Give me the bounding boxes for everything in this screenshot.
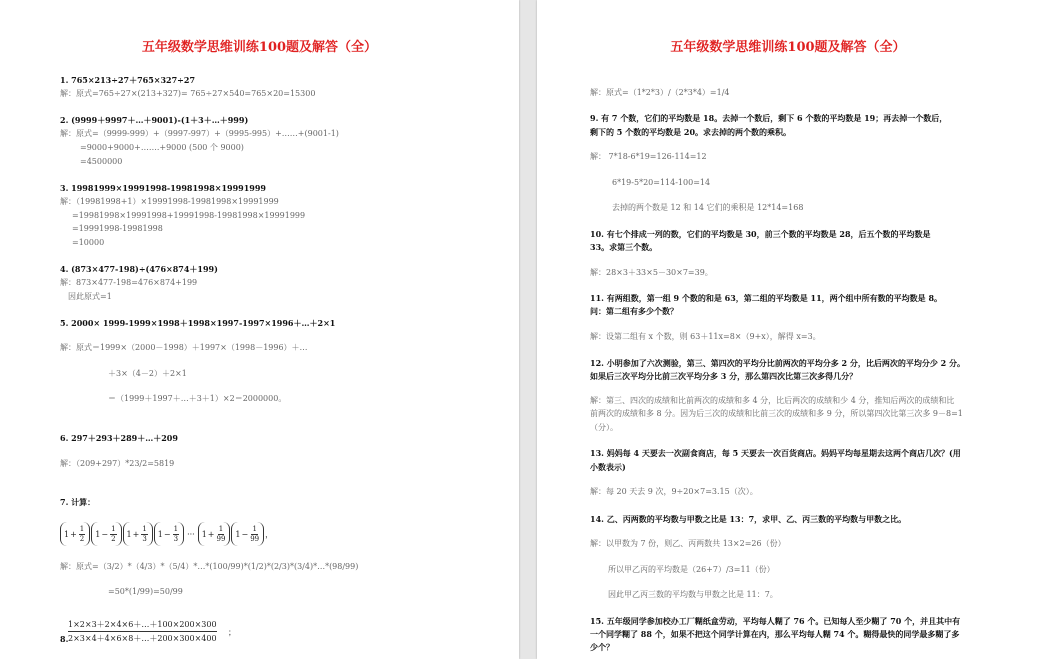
question-text: 小数表示) xyxy=(590,462,626,472)
fraction-numerator: 1 xyxy=(142,524,147,533)
fraction-numerator: 1 xyxy=(252,524,257,533)
fraction xyxy=(110,525,116,544)
fraction-denominator: 3 xyxy=(173,534,179,543)
answer-text: 解： 7*18-6*19=126-114=12 xyxy=(590,152,707,161)
answer-text: =19981998×19991998+19991998-19981998×19991999 xyxy=(72,211,306,220)
document-page-left xyxy=(0,0,519,659)
question-text: 12. 小明参加了六次测验，第三、第四次的平均分比前两次的平均分多 2 分，比后两次的平均分少 2 分。 xyxy=(590,358,965,368)
answer-text: 解：原式=（1*2*3）/（2*3*4）=1/4 xyxy=(590,88,730,97)
q8-fraction xyxy=(68,620,217,644)
fraction-numerator: 1 xyxy=(173,524,179,533)
sign: + xyxy=(132,529,140,539)
answer-text: 解：873×477-198=476×874+199 xyxy=(60,278,198,287)
answer-text: 因此原式=1 xyxy=(68,292,112,301)
page-title: 五年级数学思维训练100题及解答（全） xyxy=(141,40,378,55)
answer-text: 解：原式=（3/2）*（4/3）*（5/4）*…*(100/99)*(1/2)*(2/3)*(3/4)*…*(98/99) xyxy=(60,562,359,571)
fraction xyxy=(141,525,147,544)
answer-text: 6*19-5*20=114-100=14 xyxy=(612,178,711,187)
question-text: 10. 有七个排成一列的数，它们的平均数是 30，前三个数的平均数是 28，后五个数的平均数是 xyxy=(590,229,931,239)
fraction-denominator: 99 xyxy=(250,534,260,543)
question-text: 7. 计算： xyxy=(60,497,96,507)
question-text: 33。求第三个数。 xyxy=(590,242,658,252)
question-text: 1. 765×213÷27＋765×327÷27 xyxy=(60,75,196,85)
factor-paren: 1 − $\frac{1}{99}$ xyxy=(231,522,264,546)
answer-text: 解：（19981998+1）×19991998-19981998×19991999 xyxy=(60,197,279,206)
factor-paren: 1 + $\frac{1}{99}$ xyxy=(198,522,231,546)
question-text: 9. 有 7 个数，它们的平均数是 18。去掉一个数后，剩下 6 个数的平均数是 19；再去掉一个数后， xyxy=(590,113,948,123)
answer-text: 解：原式=（9999-999）+（9997-997）+（9995-995）+……+(9001-1) xyxy=(60,129,339,138)
fraction xyxy=(250,525,259,544)
answer-text: （分）。 xyxy=(590,423,618,432)
q8-end: ； xyxy=(228,628,236,637)
sign: + xyxy=(207,529,215,539)
question-text: 6. 297＋293＋289＋…＋209 xyxy=(60,433,178,443)
question-text: 5. 2000× 1999-1999×1998＋1998×1997-1997×1996＋…＋2×1 xyxy=(60,318,336,328)
question-text: 如果后三次平均分比前三次平均分多 3 分，那么第四次比第三次多得几分？ xyxy=(590,371,858,381)
question-text: 13. 妈妈每 4 天要去一次副食商店，每 5 天要去一次百货商店。妈妈平均每星期去这两个商店几次？(用 xyxy=(590,448,961,458)
fraction-denominator: 3 xyxy=(142,534,147,543)
q8-numerator: 1×2×3＋2×4×6＋…＋100×200×300 xyxy=(68,620,217,632)
question-text: 14. 乙、丙两数的平均数与甲数之比是 13：7，求甲、乙、丙三数的平均数与甲数之比。 xyxy=(590,514,907,524)
fraction xyxy=(173,525,179,544)
factor-paren: 1 + $\frac{1}{2}$ xyxy=(60,522,90,546)
answer-text: =10000 xyxy=(72,238,105,247)
answer-text: 因此甲乙丙三数的平均数与甲数之比是 11：7。 xyxy=(608,590,778,599)
question-text: 一个同学糊了 88 个，如果不把这个同学计算在内，那么平均每人糊 74 个。糊得最快的同学最多糊了多 xyxy=(590,629,960,639)
q8-denominator: 2×3×4＋4×6×8＋…＋200×300×400 xyxy=(68,634,217,643)
fraction-numerator: 1 xyxy=(79,524,85,533)
calc-expression xyxy=(60,522,273,546)
factor-paren: 1 + $\frac{1}{3}$ xyxy=(123,522,153,546)
answer-text: 前两次的成绩和多 8 分。因为后三次的成绩和比前三次的成绩和多 9 分，所以第四次比第三次多 9－8=1 xyxy=(590,409,963,418)
fraction-numerator: 1 xyxy=(111,524,116,533)
question-text: 11. 有两组数，第一组 9 个数的和是 63，第二组的平均数是 11，两个组中所有数的平均数是 8。 xyxy=(590,293,943,303)
fraction-denominator: 99 xyxy=(216,534,226,543)
answer-text: 解：每 20 天去 9 次，9÷20×7=3.15（次）。 xyxy=(590,487,758,496)
factor-paren: 1 − $\frac{1}{2}$ xyxy=(91,522,121,546)
answer-text: 解：以甲数为 7 份，则乙、丙两数共 13×2=26（份） xyxy=(590,539,786,548)
answer-text: 解：原式=765÷27×(213+327)= 765÷27×540=765×20=15300 xyxy=(60,89,316,98)
question-text: 2. (9999＋9997＋…＋9001)-(1＋3＋…＋999) xyxy=(60,115,249,125)
answer-text: ＋3×（4－2）＋2×1 xyxy=(108,369,187,378)
fraction-denominator: 2 xyxy=(79,534,85,543)
ellipsis: ··· xyxy=(187,529,195,539)
fraction-numerator: 1 xyxy=(218,524,224,533)
factor-paren: 1 − $\frac{1}{3}$ xyxy=(154,522,184,546)
page-title: 五年级数学思维训练100题及解答（全） xyxy=(670,40,906,55)
answer-text: ＝（1999＋1997＋…＋3＋1）×2＝2000000。 xyxy=(108,394,287,403)
fraction-denominator: 2 xyxy=(111,534,116,543)
answer-text: 解：原式＝1999×（2000－1998）＋1997×（1998－1996）＋… xyxy=(60,343,308,352)
answer-text: =4500000 xyxy=(80,157,123,166)
question-text: 8. xyxy=(60,634,69,644)
calc-end: ， xyxy=(265,529,274,539)
answer-text: 解：28×3＋33×5－30×7=39。 xyxy=(590,268,713,277)
answer-text: =19991998-19981998 xyxy=(72,224,163,233)
document-page-right xyxy=(537,0,1039,659)
question-text: 4. (873×477-198)÷(476×874＋199) xyxy=(60,264,218,274)
answer-text: 所以甲乙丙的平均数是（26+7）/3=11（份） xyxy=(608,565,775,574)
answer-text: =9000+9000+…….+9000 (500 个 9000) xyxy=(80,143,244,152)
question-text: 剩下的 5 个数的平均数是 20。求去掉的两个数的乘积。 xyxy=(590,127,792,137)
sign: + xyxy=(70,529,77,539)
sign: − xyxy=(101,529,109,539)
question-text: 问：第二组有多少个数？ xyxy=(590,306,678,316)
sign: − xyxy=(241,529,249,539)
answer-text: 解：第三、四次的成绩和比前两次的成绩和多 4 分，比后两次的成绩和少 4 分，推知后两次的成绩和比 xyxy=(590,396,955,405)
question-text: 15. 五年级同学参加校办工厂糊纸盒劳动，平均每人糊了 76 个。已知每人至少糊了 70 个，并且其中有 xyxy=(590,616,961,626)
answer-text: 解：设第二组有 x 个数，则 63＋11x=8×（9+x），解得 x=3。 xyxy=(590,332,821,341)
sign: − xyxy=(163,529,171,539)
answer-text: =50*(1/99)=50/99 xyxy=(108,587,183,596)
fraction xyxy=(217,525,226,544)
question-text: 少个？ xyxy=(590,642,614,652)
question-text: 3. 19981999×19991998-19981998×19991999 xyxy=(60,183,266,193)
fraction xyxy=(79,525,85,544)
answer-text: 去掉的两个数是 12 和 14 它们的乘积是 12*14=168 xyxy=(612,203,804,212)
answer-text: 解：（209+297）*23/2=5819 xyxy=(60,459,175,468)
